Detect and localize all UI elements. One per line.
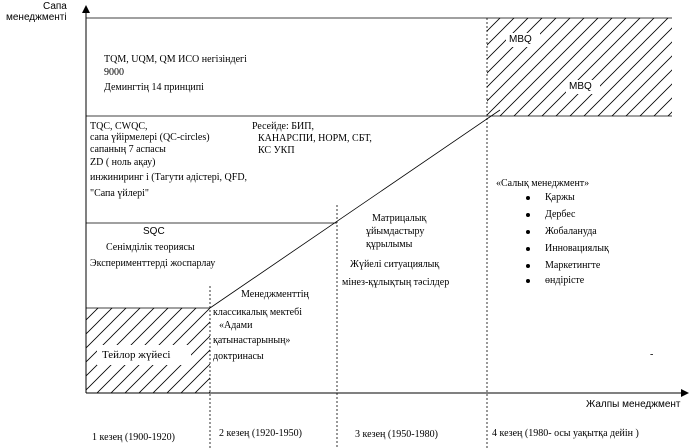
second-band-line6: "Сапа үйлері": [90, 188, 149, 199]
third-band-line1: Сенімділік теориясы: [106, 242, 195, 253]
matrix-line5: мінез-құлықтың тәсілдер: [342, 277, 450, 288]
period-1-label: 1 кезең (1900-1920): [92, 432, 175, 443]
x-axis-label: Жалпы менеджмент: [586, 399, 681, 410]
social-item: Қаржы: [545, 192, 575, 203]
y-axis-label-line2: менеджменті: [6, 12, 67, 23]
mbq-label-lower: MBQ: [569, 81, 592, 92]
sqc-label: SQC: [143, 226, 165, 237]
taylor-system-label: Тейлор жүйесі: [102, 349, 171, 361]
matrix-line1: Матрицалық: [372, 213, 427, 224]
top-band-line2: 9000: [104, 67, 124, 78]
bullet-icon: [526, 279, 530, 283]
management-school-line5: доктринасы: [213, 351, 264, 362]
second-band-line2: сапа үйірмелері (QC-circles): [90, 132, 210, 143]
russia-line1: Ресейде: БИП,: [252, 121, 314, 132]
social-item: өндірісте: [545, 275, 585, 286]
second-band-line5: инжиниринг і (Тагути әдістері, QFD,: [90, 172, 248, 183]
social-item: Жобалануда: [545, 226, 597, 237]
third-band-line2: Эксперименттерді жоспарлау: [90, 258, 216, 269]
matrix-line2: ұйымдастыру: [366, 226, 425, 237]
matrix-line4: Жүйелі ситуациялық: [350, 259, 440, 270]
social-title: «Салық менеджмент»: [496, 178, 590, 189]
period-4-label: 4 кезең (1980- осы уақытқа дейін ): [492, 428, 639, 439]
social-item: Дербес: [545, 209, 576, 220]
social-item: Маркетингте: [545, 260, 601, 271]
period-3-label: 3 кезең (1950-1980): [355, 429, 438, 440]
hatched-mbq-area: [487, 18, 672, 116]
russia-line3: КС УКП: [258, 145, 295, 156]
bullet-icon: [526, 247, 530, 251]
bullet-icon: [526, 264, 530, 268]
top-band-line3: Демингтің 14 принципі: [104, 82, 204, 93]
management-school-line4: қатынастарының»: [213, 335, 291, 346]
bullet-icon: [526, 196, 530, 200]
matrix-line3: құрылымы: [366, 239, 413, 250]
russia-line2: КАНАРСПИ, НОРМ, СБТ,: [258, 133, 372, 144]
y-axis-label-line1: Сапа: [43, 1, 67, 12]
bullet-icon: [526, 213, 530, 217]
dash-mark: -: [650, 349, 654, 360]
second-band-line3: сапаның 7 аспасы: [90, 144, 166, 155]
second-band-line4: ZD ( ноль ақау): [90, 157, 156, 168]
mbq-label-upper: MBQ: [509, 34, 532, 45]
management-school-line3: «Адами: [219, 320, 253, 331]
top-band-line1: TQM, UQM, QM ИСО негізіндегі: [104, 54, 247, 65]
bullet-icon: [526, 230, 530, 234]
social-item: Инновациялық: [545, 243, 609, 254]
management-school-line1: Менеджменттің: [241, 289, 309, 300]
second-band-line1: TQC, CWQC,: [90, 121, 148, 132]
management-school-line2: классикалық мектебі: [213, 307, 302, 318]
period-2-label: 2 кезең (1920-1950): [219, 428, 302, 439]
